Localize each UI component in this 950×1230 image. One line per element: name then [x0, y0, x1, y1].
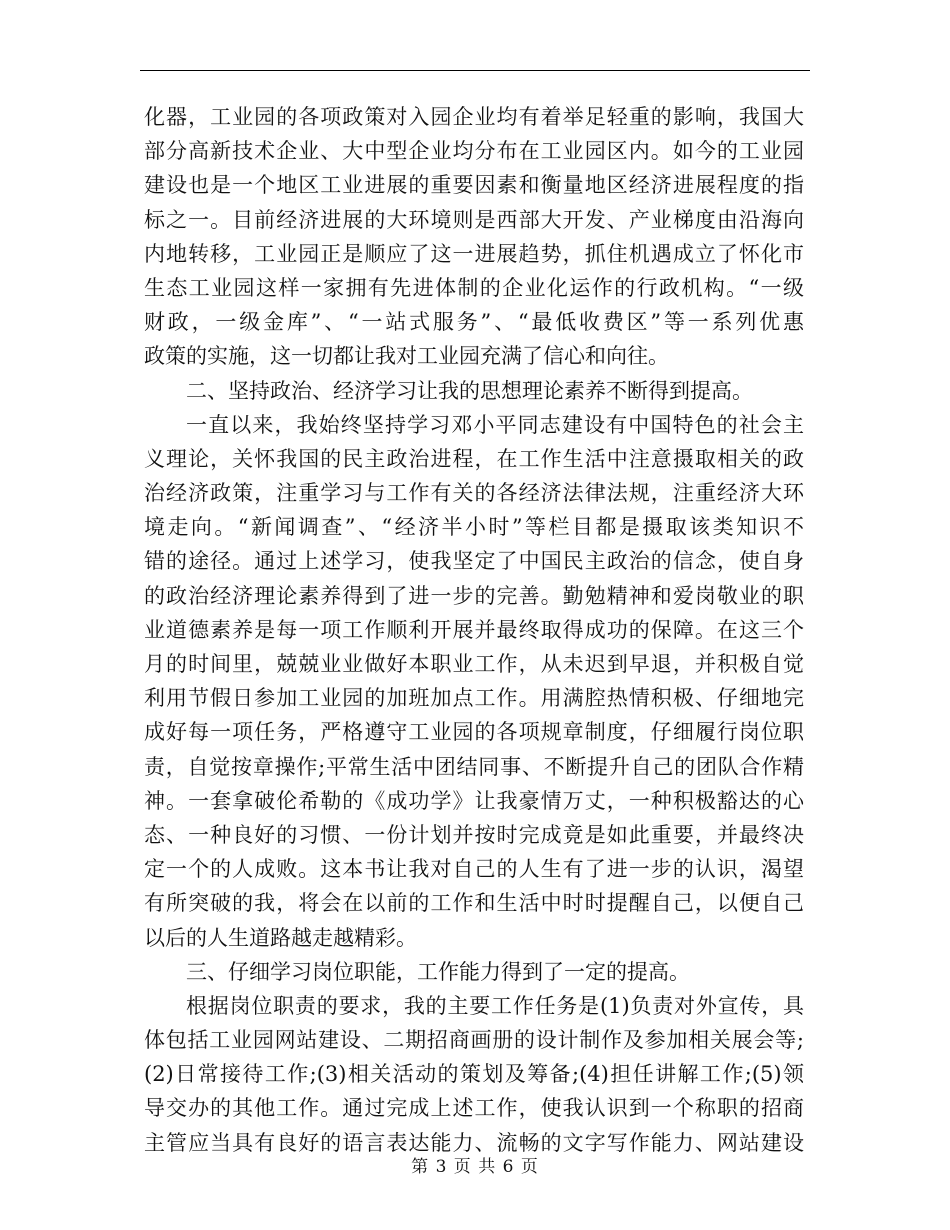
text-line: 的政治经济理论素养得到了进一步的完善。勤勉精神和爱岗敬业的职: [144, 583, 804, 608]
text-line: 建设也是一个地区工业进展的重要因素和衡量地区经济进展程度的指: [144, 173, 804, 198]
text-line: 部分高新技术企业、大中型企业均分布在工业园区内。如今的工业园: [144, 139, 804, 164]
section-heading: 三、仔细学习岗位职能，工作能力得到了一定的提高。: [186, 959, 690, 984]
text-line: 态、一种良好的习惯、一份计划并按时完成竟是如此重要，并最终决: [144, 822, 804, 847]
text-line: 以后的人生道路越走越精彩。: [144, 925, 417, 950]
text-line: (2)日常接待工作;(3)相关活动的策划及筹备;(4)担任讲解工作;(5)领: [144, 1062, 804, 1087]
text-line: 一直以来，我始终坚持学习邓小平同志建设有中国特色的社会主: [186, 412, 804, 437]
text-line: 化器，工业园的各项政策对入园企业均有着举足轻重的影响，我国大: [144, 105, 804, 129]
text-line: 政策的实施，这一切都让我对工业园充满了信心和向往。: [144, 344, 669, 369]
text-line: 有所突破的我，将会在以前的工作和生活中时时提醒自己，以便自己: [144, 891, 804, 916]
text-line: 业道德素养是每一项工作顺利开展并最终取得成功的保障。在这三个: [144, 617, 804, 642]
text-line: 境走向。“新闻调查”、“经济半小时”等栏目都是摄取该类知识不: [144, 515, 804, 540]
text-line: 月的时间里，兢兢业业做好本职业工作，从未迟到早退，并积极自觉: [144, 652, 804, 676]
text-line: 导交办的其他工作。通过完成上述工作，使我认识到一个称职的招商: [144, 1096, 804, 1121]
header-rule: [140, 70, 810, 71]
text-line: 定一个的人成败。这本书让我对自己的人生有了进一步的认识，渴望: [144, 857, 804, 882]
text-line: 利用节假日参加工业园的加班加点工作。用满腔热情积极、仔细地完: [144, 686, 804, 711]
text-line: 财政，一级金库”、“一站式服务”、“最低收费区”等一系列优惠: [144, 310, 804, 335]
text-line: 内地转移，工业园正是顺应了这一进展趋势，抓住机遇成立了怀化市: [144, 241, 804, 266]
document-body: [144, 100, 804, 1160]
page-number-footer: 第 3 页 共 6 页: [411, 1157, 539, 1177]
text-line: 治经济政策，注重学习与工作有关的各经济法律法规，注重经济大环: [144, 481, 804, 506]
section-heading: 二、坚持政治、经济学习让我的思想理论素养不断得到提高。: [186, 378, 753, 403]
text-line: 义理论，关怀我国的民主政治进程，在工作生活中注意摄取相关的政: [144, 446, 804, 471]
text-line: 成好每一项任务，严格遵守工业园的各项规章制度，仔细履行岗位职: [144, 720, 804, 745]
text-line: 责，自觉按章操作;平常生活中团结同事、不断提升自己的团队合作精: [144, 754, 804, 779]
text-line: 神。一套拿破伦希勒的《成功学》让我豪情万丈，一种积极豁达的心: [144, 788, 804, 813]
text-line: 标之一。目前经济进展的大环境则是西部大开发、产业梯度由沿海向: [144, 207, 804, 232]
text-line: 主管应当具有良好的语言表达能力、流畅的文字写作能力、网站建设: [144, 1130, 804, 1155]
text-line: 生态工业园这样一家拥有先进体制的企业化运作的行政机构。“一级: [144, 275, 804, 300]
text-line: 错的途径。通过上述学习，使我坚定了中国民主政治的信念，使自身: [144, 549, 804, 574]
text-line: 根据岗位职责的要求，我的主要工作任务是(1)负责对外宣传，具: [186, 993, 804, 1018]
text-line: 体包括工业园网站建设、二期招商画册的设计制作及参加相关展会等;: [144, 1028, 804, 1053]
